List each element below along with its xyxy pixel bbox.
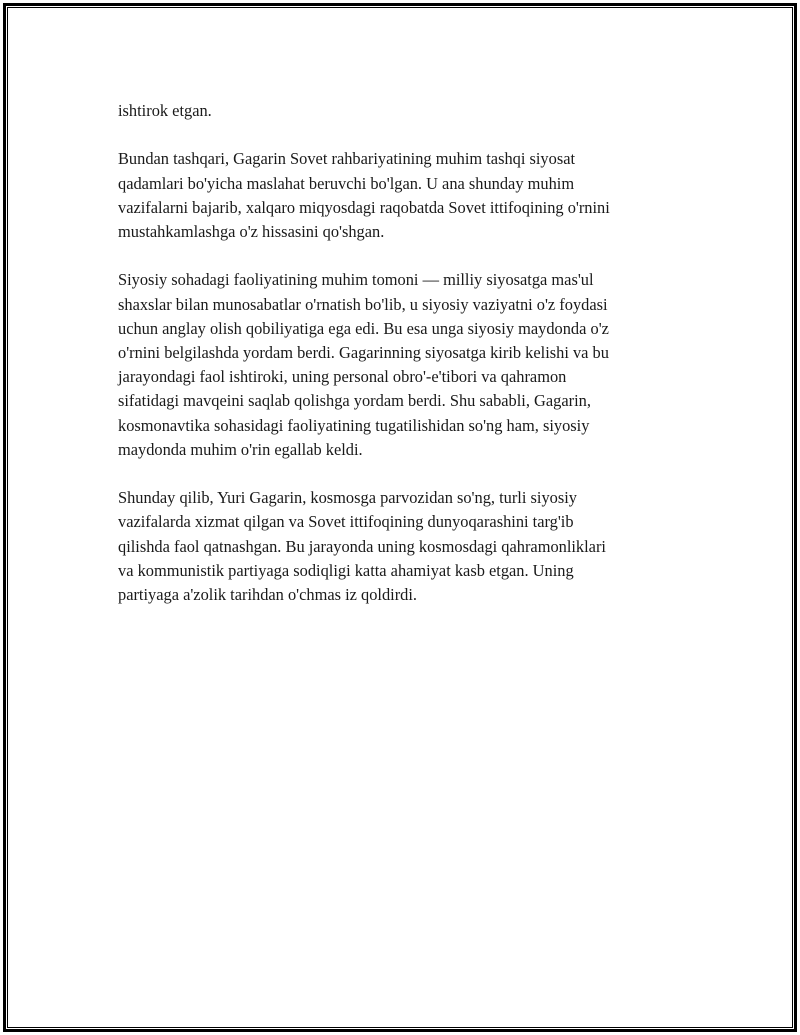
- page-frame: [3, 3, 797, 1032]
- paragraph: Shunday qilib, Yuri Gagarin, kosmosga parvozidan so'ng, turli siyosiy vazifalarda xizmat qilgan va Sovet ittifoqining dunyoqarashini targ'ib qilishda faol qatnashgan. Bu jarayonda uning kosmosdagi qahramonliklari va kommunistik partiyaga sodiqligi katta ahamiyat kasb etgan. Uning partiyaga a'zolik tarihdan o'chmas iz qoldirdi.: [118, 488, 606, 605]
- paragraph: Siyosiy sohadagi faoliyatining muhim tomoni — milliy siyosatga mas'ul shaxslar bilan munosabatlar o'rnatish bo'lib, u siyosiy vaziyatni o'z foydasi uchun anglay olish qobiliyatiga ega edi. Bu esa unga siyosiy maydonda o'z o'rnini belgilashda yordam berdi. Gagarinning siyosatga kirib kelishi va bu jarayondagi faol ishtiroki, uning personal obro'-e'tibori va qahramon sifatidagi mavqeini saqlab qolishga yordam berdi. Shu sababli, Gagarin, kosmonavtika sohasidagi faoliyatining tugatilishidan so'ng ham, siyosiy maydonda muhim o'rin egallab keldi.: [118, 270, 609, 459]
- paragraph: Bundan tashqari, Gagarin Sovet rahbariyatining muhim tashqi siyosat qadamlari bo'yicha maslahat beruvchi bo'lgan. U ana shunday muhim vazifalarni bajarib, xalqaro miqyosdagi raqobatda Sovet ittifoqining o'rnini mustahkamlashga o'z hissasini qo'shgan.: [118, 149, 610, 241]
- document-body: [118, 99, 688, 631]
- paragraph: ishtirok etgan.: [118, 101, 212, 120]
